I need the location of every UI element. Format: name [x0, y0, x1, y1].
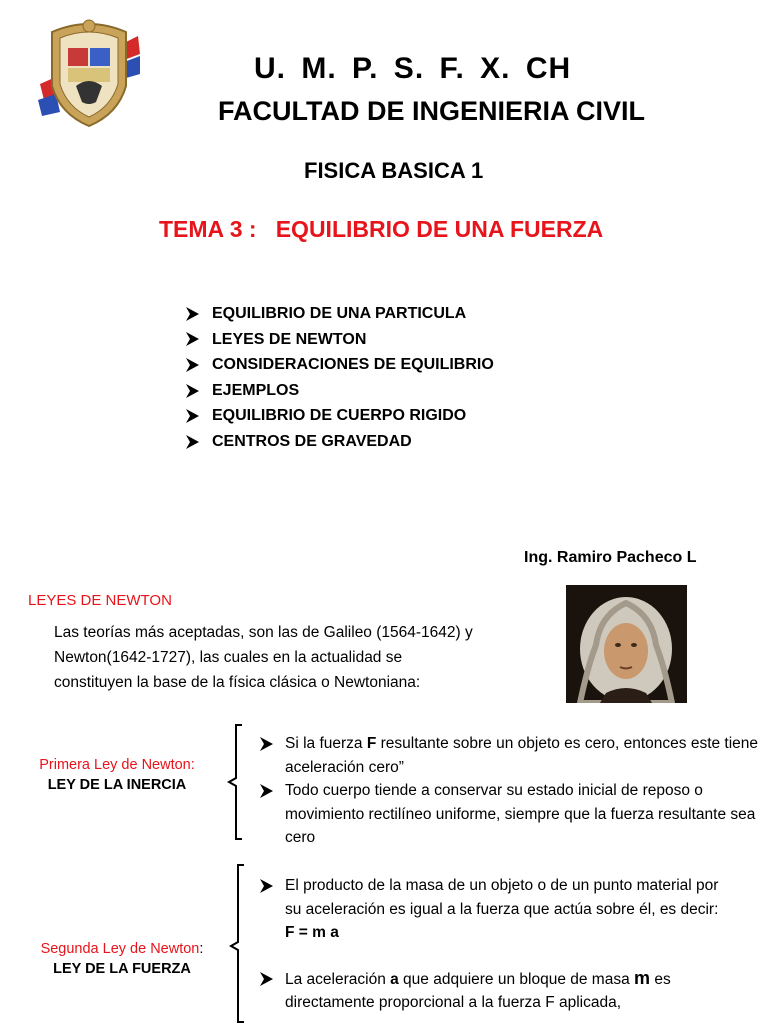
first-law-title-suffix: : — [190, 757, 195, 773]
arrowhead-bullet-icon — [186, 332, 199, 346]
second-law-title-suffix: : — [199, 941, 204, 957]
arrowhead-bullet-icon — [260, 972, 273, 986]
list-item — [186, 327, 494, 353]
course-title: FISICA BASICA 1 — [304, 158, 484, 183]
section-heading: LEYES DE NEWTON — [28, 592, 172, 609]
list-item — [186, 429, 494, 455]
list-item — [186, 378, 494, 404]
second-law-subtitle: LEY DE LA FUERZA — [53, 961, 191, 977]
list-item — [260, 967, 730, 1015]
curly-brace-icon — [226, 722, 246, 842]
faculty-title: FACULTAD DE INGENIERIA CIVIL — [218, 96, 646, 126]
second-law-bullets — [260, 874, 730, 1015]
bullet-text: resultante sobre un objeto es cero, entonces este tiene aceleración cero” — [285, 735, 759, 776]
author-name: Ing. Ramiro Pacheco L — [524, 549, 697, 566]
topic-list — [186, 301, 494, 455]
newton-portrait — [566, 585, 687, 703]
topic-label: EQUILIBRIO DE UNA PARTICULA — [212, 305, 467, 322]
arrowhead-bullet-icon — [186, 409, 199, 423]
arrowhead-bullet-icon — [186, 384, 199, 398]
list-item — [186, 352, 494, 378]
bullet-bold: a — [390, 970, 399, 988]
bullet-text: La aceleración — [285, 970, 391, 988]
list-item — [186, 301, 494, 327]
bullet-bold: F = m a — [285, 924, 339, 941]
first-law-title: Primera Ley de Newton — [39, 757, 191, 773]
list-item — [186, 403, 494, 429]
list-item — [260, 874, 730, 945]
university-title: U. M. P. S. F. X. CH — [254, 52, 572, 85]
arrowhead-bullet-icon — [186, 435, 199, 449]
intro-paragraph: Las teorías más aceptadas, son las de Galileo (1564-1642) y Newton(1642-1727), las cuales en la actualidad se constituyen la base de la física clásica o Newtoniana: — [54, 624, 473, 691]
second-law-label — [12, 941, 232, 977]
bullet-text: que adquiere un bloque de masa — [398, 970, 635, 988]
bullet-bold: F — [366, 735, 377, 752]
topic-title: TEMA 3 : EQUILIBRIO DE UNA FUERZA — [159, 216, 604, 242]
arrowhead-bullet-icon — [260, 737, 273, 751]
bullet-bold: m — [634, 967, 651, 988]
second-law-title: Segunda Ley de Newton — [40, 941, 200, 957]
list-item — [260, 779, 760, 850]
arrowhead-bullet-icon — [186, 307, 199, 321]
arrowhead-bullet-icon — [186, 358, 199, 372]
bullet-text: es directamente proporcional a la fuerza F aplicada, — [285, 970, 671, 1011]
first-law-bullets — [260, 732, 760, 850]
topic-label: LEYES DE NEWTON — [212, 330, 367, 348]
list-item — [260, 732, 760, 779]
bullet-text: Todo cuerpo tiende a conservar su estado inicial de reposo o movimiento rectilíneo uniforme, siempre que la fuerza resultante sea cero — [285, 782, 756, 846]
bullet-text: El producto de la masa de un objeto o de un punto material por su aceleración es igual a la fuerza que actúa sobre él, es decir: — [285, 877, 719, 918]
topic-label: EQUILIBRIO DE CUERPO RIGIDO — [212, 407, 467, 425]
first-law-subtitle: LEY DE LA INERCIA — [47, 777, 187, 793]
topic-label: CENTROS DE GRAVEDAD — [212, 432, 412, 450]
curly-brace-icon — [228, 862, 248, 1024]
bullet-text: Si la fuerza — [285, 735, 367, 752]
topic-label: EJEMPLOS — [212, 381, 300, 399]
arrowhead-bullet-icon — [260, 879, 273, 893]
first-law-label — [12, 757, 222, 793]
topic-label: CONSIDERACIONES DE EQUILIBRIO — [212, 356, 494, 374]
arrowhead-bullet-icon — [260, 784, 273, 798]
